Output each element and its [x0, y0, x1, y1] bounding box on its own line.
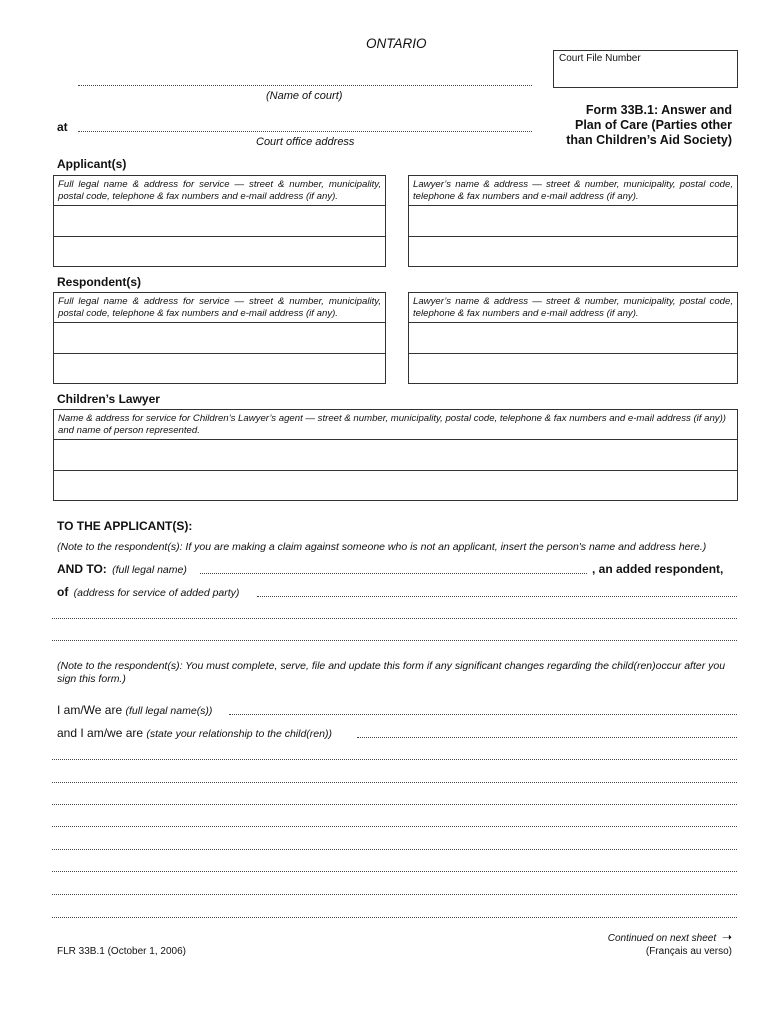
form-title [566, 103, 732, 148]
court-name-line[interactable] [78, 85, 532, 86]
i-am-row [57, 703, 212, 717]
respondent-party-desc: Full legal name & address for service — street & number, municipality, postal code, telephone & fax numbers and e-mail address (if any). [58, 296, 381, 319]
i-am-label: I am/We are [57, 703, 123, 717]
childrens-lawyer-box[interactable] [53, 409, 738, 501]
note-added-party: (Note to the respondent(s): If you are making a claim against someone who is not an applicant, insert the person's name and address here.) [57, 541, 707, 553]
continued-note [608, 930, 732, 944]
relationship-line-2[interactable] [52, 759, 737, 760]
relationship-row [57, 726, 332, 740]
address-added-party-label: (address for service of added party) [73, 587, 240, 599]
added-respondent-label: , an added respondent, [592, 562, 724, 576]
of-label: of [57, 585, 69, 599]
note-update-form: (Note to the respondent(s): You must complete, serve, file and update this form if any significant changes regarding the child(ren)occur after you sign this form.) [57, 660, 726, 685]
applicant-party-desc: Full legal name & address for service — street & number, municipality, postal code, telephone & fax numbers and e-mail address (if any). [58, 179, 381, 202]
and-to-row [57, 562, 187, 576]
added-party-address-line-2[interactable] [52, 618, 737, 619]
respondent-lawyer-box[interactable] [408, 292, 738, 384]
respondent-party-box[interactable] [53, 292, 386, 384]
childrens-lawyer-heading: Children’s Lawyer [57, 392, 160, 406]
arrow-right-icon: ➝ [721, 930, 732, 944]
relationship-line-5[interactable] [52, 826, 737, 827]
court-file-number-label: Court File Number [559, 53, 641, 64]
full-legal-name-label: (full legal name) [112, 564, 187, 576]
applicant-lawyer-desc: Lawyer’s name & address — street & number, municipality, postal code, telephone & fax numbers and e-mail address (if any). [413, 179, 733, 202]
full-legal-names-label: (full legal name(s)) [125, 705, 213, 717]
added-party-address-line-3[interactable] [52, 640, 737, 641]
form-code: FLR 33B.1 (October 1, 2006) [57, 946, 186, 957]
childrens-lawyer-desc: Name & address for service for Children’s Lawyer’s agent — street & number, municipality, postal code, telephone & fax numbers and e-mail address (if any)) and name of person represented. [58, 413, 726, 436]
relationship-line-9[interactable] [52, 917, 737, 918]
relationship-label: (state your relationship to the child(ren)) [146, 728, 332, 740]
continued-label: Continued on next sheet [607, 933, 717, 944]
added-respondent-name-line[interactable] [200, 573, 587, 574]
names-line[interactable] [229, 714, 737, 715]
court-office-line[interactable] [78, 131, 532, 132]
relationship-line-3[interactable] [52, 782, 737, 783]
relationship-line-8[interactable] [52, 894, 737, 895]
and-to-label: AND TO: [57, 562, 107, 576]
applicants-heading: Applicant(s) [57, 157, 127, 171]
court-name-label: (Name of court) [266, 90, 343, 102]
respondents-heading: Respondent(s) [57, 275, 141, 289]
form-title-line-1: Form 33B.1: Answer and [585, 103, 732, 117]
relationship-line-1[interactable] [357, 737, 737, 738]
relationship-line-6[interactable] [52, 849, 737, 850]
relationship-line-4[interactable] [52, 804, 737, 805]
relationship-line-7[interactable] [52, 871, 737, 872]
form-title-line-3: than Children’s Aid Society) [566, 133, 732, 147]
and-i-am-label: and I am/we are [57, 726, 144, 740]
applicant-lawyer-box[interactable] [408, 175, 738, 267]
court-file-number-box[interactable] [553, 50, 738, 88]
court-office-label: Court office address [256, 136, 355, 148]
to-applicants-heading: TO THE APPLICANT(S): [57, 519, 193, 533]
applicant-party-box[interactable] [53, 175, 386, 267]
added-party-address-line-1[interactable] [257, 596, 737, 597]
province-title: ONTARIO [366, 36, 427, 51]
form-title-line-2: Plan of Care (Parties other [575, 118, 732, 132]
respondent-lawyer-desc: Lawyer’s name & address — street & number, municipality, postal code, telephone & fax numbers and e-mail address (if any). [413, 296, 733, 319]
french-version: (Français au verso) [645, 946, 732, 957]
at-label: at [57, 120, 68, 134]
of-row [57, 585, 239, 599]
